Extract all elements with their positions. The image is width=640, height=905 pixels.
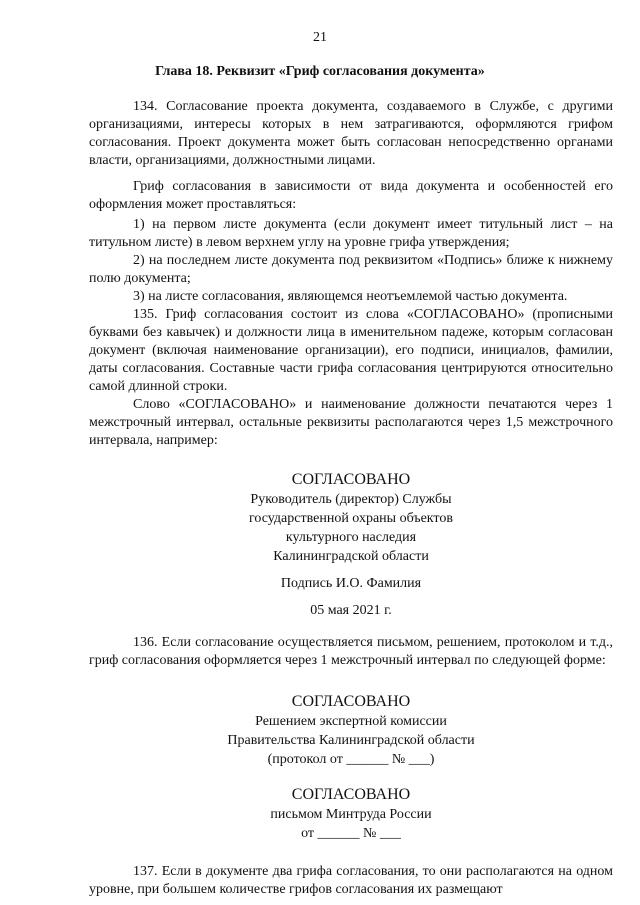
stamp-line: от ______ № ___	[301, 826, 401, 841]
stamp-line: (протокол от ______ № ___)	[267, 752, 435, 767]
stamp-heading: СОГЛАСОВАНО	[291, 693, 411, 710]
stamp-signature: Подпись И.О. Фамилия	[280, 576, 422, 591]
example-stamp-3	[89, 785, 613, 843]
stamp-heading: СОГЛАСОВАНО	[291, 471, 411, 488]
chapter-title: Глава 18. Реквизит «Гриф согласования документа»	[155, 64, 485, 79]
list-item-2: 2) на последнем листе документа под реквизитом «Подпись» ближе к нижнему полю документа;	[89, 253, 613, 286]
paragraph-slovo: Слово «СОГЛАСОВАНО» и наименование должности печатаются через 1 межстрочный интервал, остальные реквизиты располагаются через 1,5 межстрочного интервала, например:	[89, 397, 613, 448]
example-stamp-2	[89, 692, 613, 769]
stamp-line: культурного наследия	[285, 530, 417, 545]
paragraph-griff: Гриф согласования в зависимости от вида документа и особенностей его оформления может проставляться:	[89, 179, 613, 212]
paragraph-136: 136. Если согласование осуществляется письмом, решением, протоколом и т.д., гриф согласования оформляется через 1 межстрочный интервал по следующей форме:	[89, 635, 613, 668]
page-number: 21	[313, 30, 327, 45]
stamp-line: Руководитель (директор) Службы	[250, 492, 452, 507]
document-body	[89, 98, 613, 899]
stamp-line: Калининградской области	[273, 549, 429, 564]
list-item-1: 1) на первом листе документа (если документ имеет титульный лист – на титульном листе) в левом верхнем углу на уровне грифа утверждения;	[89, 217, 613, 250]
paragraph-137: 137. Если в документе два грифа согласования, то они располагаются на одном уровне, при большем количестве грифов согласования их размещают	[89, 864, 613, 897]
example-stamp-1	[89, 470, 613, 620]
list-item-3: 3) на листе согласования, являющемся неотъемлемой частью документа.	[133, 289, 568, 304]
stamp-line: Решением экспертной комиссии	[255, 714, 447, 729]
stamp-line: Правительства Калининградской области	[227, 733, 475, 748]
stamp-heading: СОГЛАСОВАНО	[291, 786, 411, 803]
stamp-line: государственной охраны объектов	[249, 511, 453, 526]
stamp-line: письмом Минтруда России	[270, 807, 432, 822]
paragraph-134: 134. Согласование проекта документа, создаваемого в Службе, с другими организациями, интересы которых в нем затрагиваются, оформляются грифом согласования. Проект документа может быть согласован непосредственно органами власти, организациями, должностными лицами.	[89, 99, 613, 168]
paragraph-135: 135. Гриф согласования состоит из слова «СОГЛАСОВАНО» (прописными буквами без кавычек) и должности лица в именительном падеже, которым согласован документ (включая наименование организации), его подписи, инициалов, фамилии, даты согласования. Составные части грифа согласования центрируются относительно самой длинной строки.	[89, 307, 613, 394]
stamp-date: 05 мая 2021 г.	[310, 603, 392, 618]
